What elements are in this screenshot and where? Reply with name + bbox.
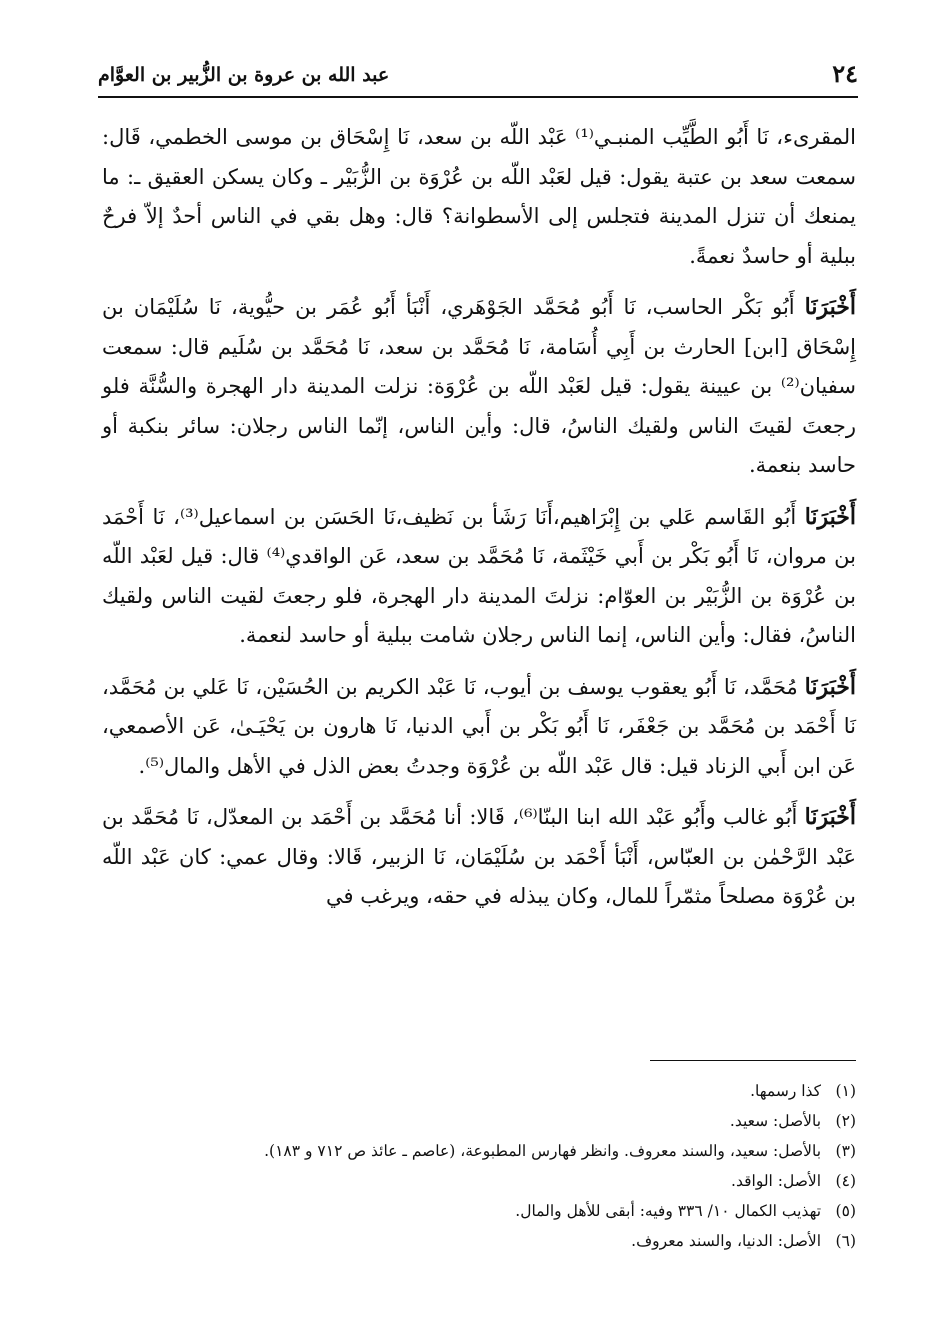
paragraph-2-lead: أَخْبَرَنَا — [804, 294, 856, 320]
footnote-text: الأصل: الدنيا، والسند معروف. — [631, 1232, 822, 1250]
paragraph-2-text: أَبُو بَكْر الحاسب، نَا أَبُو مُحَمَّد الجَوْهَري، أَنْبَأ أَبُو عُمَر بن حيُّوية، نَا سُلَيْمَان بن إِسْحَاق [ابن] الحارث بن أَبِي أُسَامة، نَا مُحَمَّد بن سعد، نَا مُحَمَّد بن سُلَيم قال: سمعت سفيان⁽²⁾ بن عيينة يقول: قيل لعَبْد اللّه بن عُرْوَة: نزلت المدينة دار الهجرة والسُّنَّة فلو رجعتَ لقيتَ الناس ولقيك الناسُ، قال: وأين الناس، إنّما الناس رجلان: سائر بنكبة أو حاسد بنعمة. — [102, 295, 856, 477]
footnote-number: (٦) — [835, 1232, 856, 1250]
footnote-rule — [650, 1060, 856, 1061]
footnote-number: (١) — [835, 1082, 856, 1100]
footnote-number: (٣) — [835, 1142, 856, 1160]
paragraph-3 — [102, 498, 856, 656]
running-title: عبد الله بن عروة بن الزُّبير بن العوَّام — [98, 64, 390, 86]
paragraph-5-text: أَبُو غالب وأَبُو عَبْد الله ابنا البنّا⁽⁶⁾، قَالا: أنا مُحَمَّد بن أَحْمَد بن المعدّل، نَا مُحَمَّد بن عَبْد الرَّحْمٰن بن العبّاس، أَنْبَأ أَحْمَد بن سُلَيْمَان، نَا الزبير، قَالا: وقال عمي: كان عَبْد اللّه بن عُرْوَة مصلحاً مثمّراً للمال، وكان يبذله في حقه، ويرغب في — [102, 805, 856, 908]
footnote-text: بالأصل: سعيد. — [729, 1112, 822, 1130]
footnotes — [102, 1076, 856, 1256]
footnote-number: (٥) — [835, 1202, 856, 1220]
footnote-6 — [102, 1226, 856, 1256]
paragraph-5-lead: أَخْبَرَنَا — [804, 804, 856, 830]
paragraph-3-text: أَبُو القَاسم عَلي بن إِبْرَاهيم،أَنَا رَشَأ بن نَظيف،نَا الحَسَن بن اسماعيل⁽³⁾، نَا أَحْمَد بن مروان، نَا أَبُو بَكْر بن أَبي خَيْثَمة، نَا مُحَمَّد بن سعد، عَن الواقدي⁽⁴⁾ قال: قيل لعَبْد اللّه بن عُرْوَة بن الزُّبَيْر بن العوّام: نزلتَ المدينة دار الهجرة، فلو رجعتَ لقيت الناس ولقيك الناسُ، فقال: وأين الناس، إنما الناس رجلان شامت ببلية أو حاسد لنعمة. — [102, 504, 856, 647]
footnote-text: بالأصل: سعيد، والسند معروف. وانظر فهارس المطبوعة، (عاصم ـ عائذ ص ٧١٢ و ١٨٣). — [264, 1142, 822, 1160]
paragraph-1-text: المقرىء، نَا أَبُو الطَّيِّب المنبـي⁽¹⁾ عَبْد اللّه بن سعد، نَا إِسْحَاق بن موسى الخطمي، قَال: سمعت سعد بن عتبة يقول: قيل لعَبْد اللّه بن عُرْوَة بن الزُّبَيْر ـ وكان يسكن العقيق ـ: ما يمنعك أن تنزل المدينة فتجلس إلى الأسطوانة؟ قال: وهل بقي في الناس أحدٌ إلاّ فرحٌ ببلية أو حاسدٌ نعمةً. — [102, 125, 856, 268]
paragraph-1 — [102, 118, 856, 276]
footnote-number: (٤) — [835, 1172, 856, 1190]
paragraph-5 — [102, 798, 856, 917]
body-text — [102, 118, 856, 929]
footnote-2 — [102, 1106, 856, 1136]
footnote-text: تهذيب الكمال ١٠/ ٣٣٦ وفيه: أبقى للأهل والمال. — [515, 1202, 822, 1220]
footnote-3 — [102, 1136, 856, 1166]
paragraph-2 — [102, 288, 856, 486]
paragraph-4-lead: أَخْبَرَنَا — [804, 673, 856, 700]
header-rule — [98, 96, 858, 98]
footnote-4 — [102, 1166, 856, 1196]
page-number: ٢٤ — [832, 59, 858, 88]
footnote-1 — [102, 1076, 856, 1106]
footnote-number: (٢) — [835, 1112, 856, 1130]
paragraph-3-lead: أَخْبَرَنَا — [804, 503, 857, 530]
paragraph-4 — [102, 668, 856, 787]
footnote-text: الأصل: الواقد. — [731, 1172, 822, 1190]
footnote-5 — [102, 1196, 856, 1226]
running-head — [98, 58, 858, 92]
footnote-text: كذا رسمها. — [750, 1082, 822, 1100]
paragraph-4-text: مُحَمَّد، نَا أَبُو يعقوب يوسف بن أيوب، نَا عَبْد الكريم بن الحُسَيْن، نَا عَلي بن مُحَمَّد، نَا أَحْمَد بن مُحَمَّد بن جَعْفَر، نَا أَبُو بَكْر بن أَبي الدنيا، نَا هارون بن يَحْيَـىٰ، عَن الأصمعي، عَن ابن أَبي الزناد قيل: قال عَبْد اللّه بن عُرْوَة وجدتُ بعض الذل في الأهل والمال⁽⁵⁾. — [102, 674, 856, 778]
